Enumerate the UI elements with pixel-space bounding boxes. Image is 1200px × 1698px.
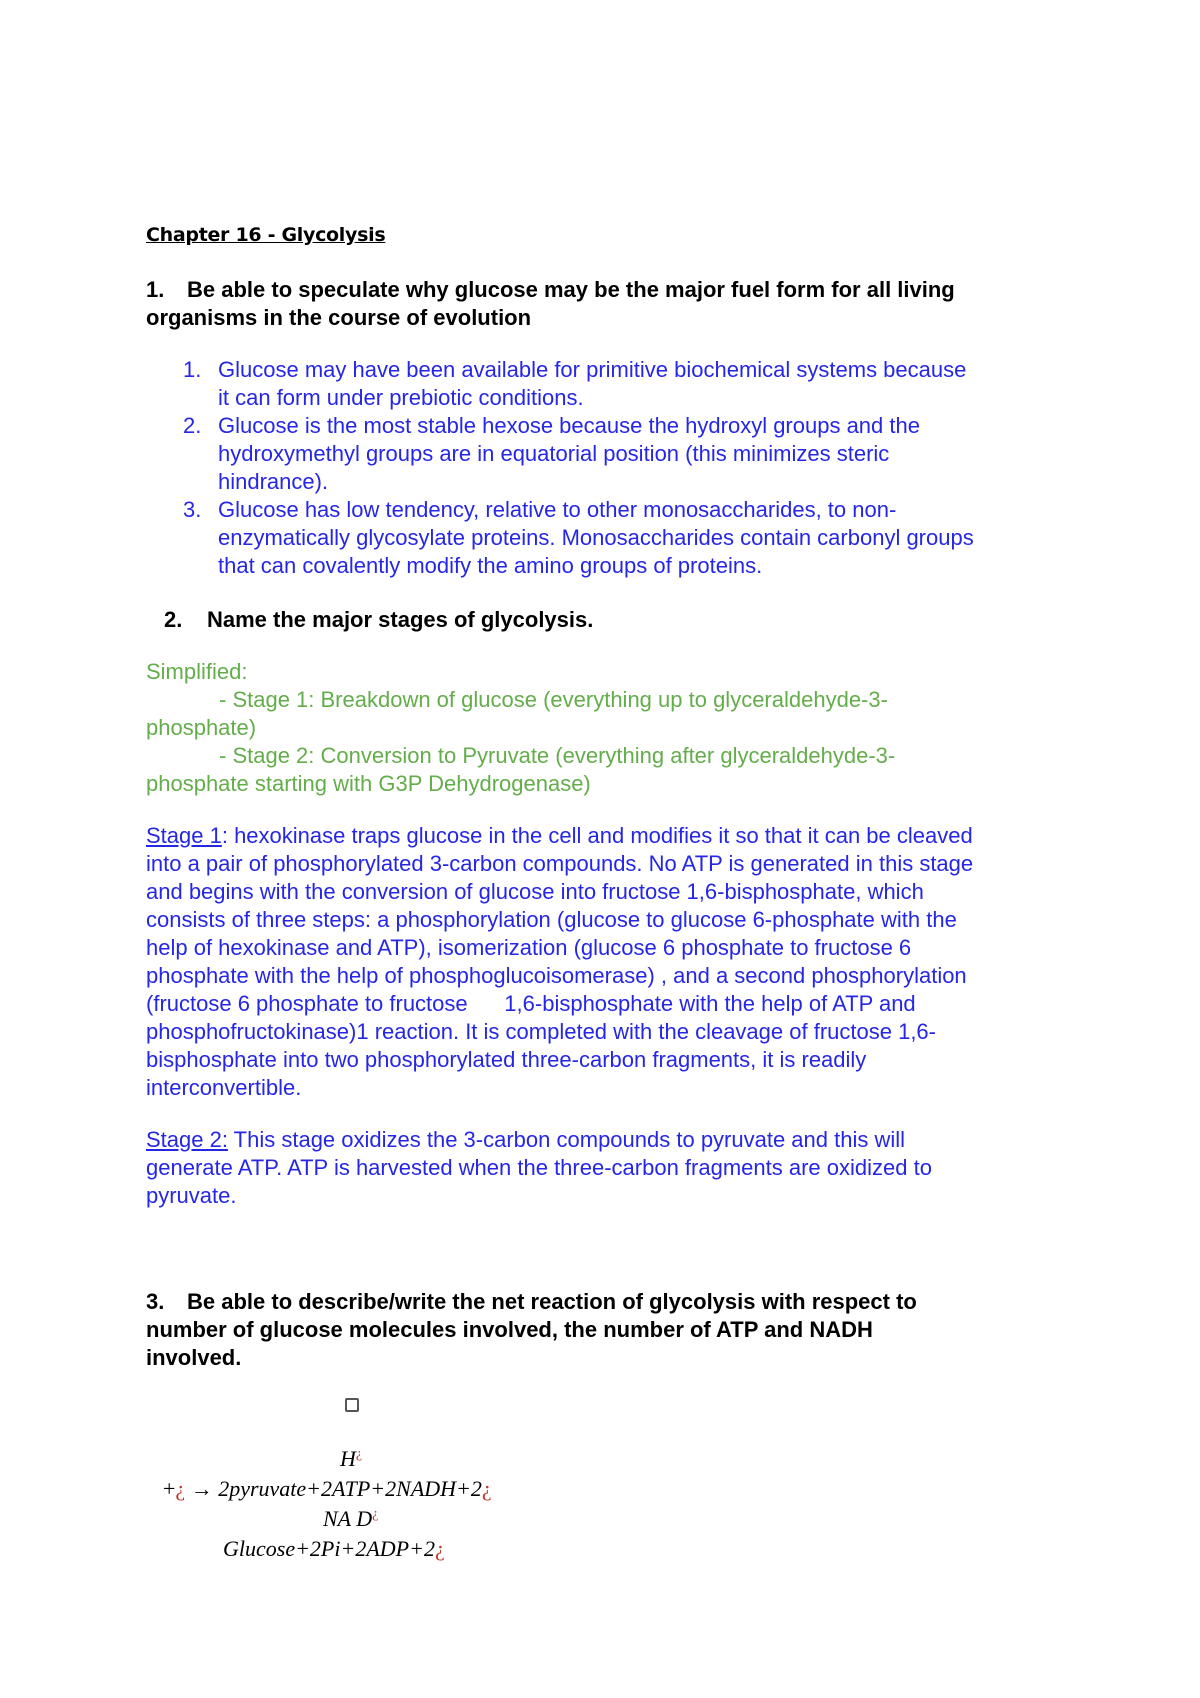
simplified-line-2: - Stage 1: Breakdown of glucose (everything up to glyceraldehyde-3- (219, 687, 888, 712)
equation-nad: NA D¿ (323, 1506, 379, 1531)
question-3-number: 3. (146, 1289, 165, 1314)
question-1-line-2: organisms in the course of evolution (146, 305, 532, 330)
checkbox-icon (345, 1398, 359, 1412)
stage-2-line-3: pyruvate. (146, 1183, 237, 1208)
stage-2-line-2: generate ATP. ATP is harvested when the three-carbon fragments are oxidized to (146, 1155, 932, 1180)
stage-1-line-3: and begins with the conversion of glucose into fructose 1,6-bisphosphate, which (146, 879, 924, 904)
simplified-line-4: - Stage 2: Conversion to Pyruvate (everything after glyceraldehyde-3- (219, 743, 896, 768)
stage-1-line-1: Stage 1: hexokinase traps glucose in the cell and modifies it so that it can be cleaved (146, 823, 973, 848)
question-1-line-1: Be able to speculate why glucose may be the major fuel form for all living (187, 277, 955, 302)
answer-3-line-1: Glucose has low tendency, relative to other monosaccharides, to non- (218, 497, 897, 522)
stage-1-line-8: phosphofructokinase)1 reaction. It is completed with the cleavage of fructose 1,6- (146, 1019, 936, 1044)
simplified-line-5: phosphate starting with G3P Dehydrogenase) (146, 771, 591, 796)
stage-2-label: Stage 2: (146, 1127, 228, 1152)
answer-1-line-1: Glucose may have been available for primitive biochemical systems because (218, 357, 967, 382)
answer-3-number: 3. (183, 497, 202, 522)
stage-1-line-7: (fructose 6 phosphate to fructose 1,6-bisphosphate with the help of ATP and (146, 991, 916, 1016)
stage-1-line-4: consists of three steps: a phosphorylation (glucose to glucose 6-phosphate with the (146, 907, 957, 932)
answer-1-line-2: it can form under prebiotic conditions. (218, 385, 584, 410)
answer-3-line-2: enzymatically glycosylate proteins. Monosaccharides contain carbonyl groups (218, 525, 974, 550)
answer-2-number: 2. (183, 413, 202, 438)
stage-1-line-9: bisphosphate into two phosphorylated three-carbon fragments, it is readily (146, 1047, 867, 1072)
question-2-text: Name the major stages of glycolysis. (207, 607, 594, 632)
stage-1-line-10: interconvertible. (146, 1075, 302, 1100)
equation-main-line: +¿ → 2pyruvate+2ATP+2NADH+2¿ (163, 1476, 492, 1501)
question-3-line-3: involved. (146, 1345, 242, 1370)
stage-1-label: Stage 1 (146, 823, 222, 848)
equation-bottom-line: Glucose+2Pi+2ADP+2¿ (223, 1536, 445, 1561)
simplified-line-1: Simplified: (146, 659, 248, 684)
simplified-line-3: phosphate) (146, 715, 257, 740)
question-3-line-2: number of glucose molecules involved, the number of ATP and NADH (146, 1317, 873, 1342)
answer-2-line-1: Glucose is the most stable hexose because the hydroxyl groups and the (218, 413, 920, 438)
answer-1-number: 1. (183, 357, 202, 382)
answer-2-line-2: hydroxymethyl groups are in equatorial position (this minimizes steric (218, 441, 890, 466)
chapter-title: Chapter 16 - Glycolysis (146, 224, 386, 246)
equation-h: H¿ (340, 1446, 363, 1471)
question-2-number: 2. (164, 607, 183, 632)
stage-1-line-2: into a pair of phosphorylated 3-carbon compounds. No ATP is generated in this stage (146, 851, 974, 876)
question-3-line-1: Be able to describe/write the net reaction of glycolysis with respect to (187, 1289, 917, 1314)
question-1-number: 1. (146, 277, 165, 302)
answer-2-line-3: hindrance). (218, 469, 329, 494)
stage-1-line-5: help of hexokinase and ATP), isomerization (glucose 6 phosphate to fructose 6 (146, 935, 912, 960)
stage-1-line-6: phosphate with the help of phosphoglucoisomerase) , and a second phosphorylation (146, 963, 967, 988)
question-1 (146, 276, 955, 304)
answer-3-line-3: that can covalently modify the amino groups of proteins. (218, 553, 763, 578)
stage-2-line-1: Stage 2: This stage oxidizes the 3-carbon compounds to pyruvate and this will (146, 1127, 906, 1152)
